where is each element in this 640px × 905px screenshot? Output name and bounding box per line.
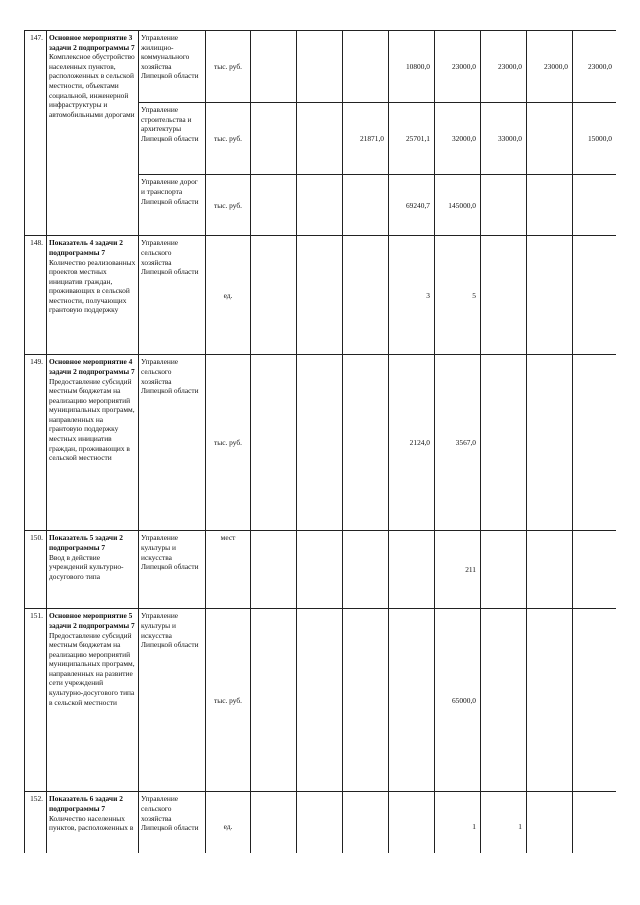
value-cell — [251, 103, 297, 175]
row-title: Показатель 5 задачи 2 подпрограммы 7 — [49, 533, 123, 552]
row-desc: Количество реализованных проектов местных инициатив граждан, проживающих в сельской местности, получающих грантовую поддержку — [49, 257, 136, 315]
value-cell — [573, 236, 617, 355]
row-description-cell — [47, 609, 139, 792]
row-index: 149. — [25, 355, 47, 531]
value-cell: 21871,0 — [343, 103, 389, 175]
value-cell — [527, 531, 573, 609]
value-cell — [389, 609, 435, 792]
value-cell: 65000,0 — [435, 609, 481, 792]
value-cell: 10800,0 — [389, 31, 435, 103]
value-cell — [297, 792, 343, 853]
row-index: 151. — [25, 609, 47, 792]
value-cell: 1 — [435, 792, 481, 853]
row-desc: Предоставление субсидий местным бюджетам на реализацию мероприятий муниципальных программ, направленных на грантовую поддержку местных инициатив граждан, проживающих в сельской местности — [49, 376, 135, 463]
row-desc: Комплексное обустройство населенных пунктов, расположенных в сельской местности, объектами социальной, инженерной инфраструктуры и автомобильными дорогами — [49, 52, 135, 119]
value-cell: 33000,0 — [481, 103, 527, 175]
value-cell — [573, 355, 617, 531]
value-cell — [573, 792, 617, 853]
unit-cell: ед. — [206, 792, 251, 853]
value-cell — [573, 175, 617, 236]
value-cell: 5 — [435, 236, 481, 355]
value-cell: 3 — [389, 236, 435, 355]
value-cell: 15000,0 — [573, 103, 617, 175]
value-cell — [343, 175, 389, 236]
row-description-cell — [47, 236, 139, 355]
value-cell — [527, 236, 573, 355]
value-cell — [297, 31, 343, 103]
row-description-cell — [47, 355, 139, 531]
value-cell: 23000,0 — [481, 31, 527, 103]
table-row — [25, 355, 617, 531]
unit-cell: ед. — [206, 236, 251, 355]
unit-cell: тыс. руб. — [206, 103, 251, 175]
executor-cell: Управление сельского хозяйства Липецкой области — [139, 236, 206, 355]
value-cell — [527, 609, 573, 792]
value-cell — [343, 31, 389, 103]
value-cell: 23000,0 — [435, 31, 481, 103]
value-cell — [251, 609, 297, 792]
row-title: Основное мероприятие 5 задачи 2 подпрограммы 7 — [49, 611, 135, 630]
table-row — [25, 236, 617, 355]
unit-cell: мест — [206, 531, 251, 609]
executor-cell: Управление культуры и искусства Липецкой области — [139, 531, 206, 609]
value-cell: 23000,0 — [573, 31, 617, 103]
executor-cell: Управление строительства и архитектуры Липецкой области — [139, 103, 206, 175]
executor-cell: Управление дорог и транспорта Липецкой области — [139, 175, 206, 236]
value-cell — [343, 236, 389, 355]
value-cell — [573, 531, 617, 609]
value-cell: 1 — [481, 792, 527, 853]
table-row — [25, 609, 617, 792]
row-index: 152. — [25, 792, 47, 853]
row-desc: Ввод в действие учреждений культурно-досугового типа — [49, 552, 124, 581]
value-cell — [527, 792, 573, 853]
row-title: Основное мероприятие 4 задачи 2 подпрограммы 7 — [49, 357, 135, 376]
row-index: 150. — [25, 531, 47, 609]
value-cell — [297, 236, 343, 355]
table-row — [25, 531, 617, 609]
value-cell: 23000,0 — [527, 31, 573, 103]
value-cell — [527, 355, 573, 531]
value-cell: 2124,0 — [389, 355, 435, 531]
row-description-cell — [47, 792, 139, 853]
value-cell — [481, 531, 527, 609]
value-cell — [251, 531, 297, 609]
executor-cell: Управление сельского хозяйства Липецкой области — [139, 355, 206, 531]
value-cell: 69240,7 — [389, 175, 435, 236]
value-cell — [297, 531, 343, 609]
row-desc: Предоставление субсидий местным бюджетам на реализацию мероприятий муниципальных программ, направленных на развитие сети учреждений культурно-досугового типа в сельской местности — [49, 630, 135, 707]
executor-cell: Управление сельского хозяйства Липецкой области — [139, 792, 206, 853]
value-cell — [573, 609, 617, 792]
value-cell — [389, 792, 435, 853]
value-cell — [251, 175, 297, 236]
value-cell — [297, 355, 343, 531]
row-description-cell — [47, 531, 139, 609]
budget-table — [24, 30, 616, 853]
row-title: Показатель 6 задачи 2 подпрограммы 7 — [49, 794, 123, 813]
value-cell — [527, 103, 573, 175]
value-cell: 3567,0 — [435, 355, 481, 531]
value-cell — [481, 175, 527, 236]
value-cell — [251, 792, 297, 853]
executor-cell: Управление жилищно-коммунального хозяйства Липецкой области — [139, 31, 206, 103]
document-page — [24, 30, 616, 853]
value-cell — [389, 531, 435, 609]
value-cell — [527, 175, 573, 236]
value-cell: 25701,1 — [389, 103, 435, 175]
value-cell — [251, 31, 297, 103]
row-description-cell — [47, 31, 139, 236]
value-cell: 32000,0 — [435, 103, 481, 175]
value-cell — [297, 175, 343, 236]
value-cell — [343, 355, 389, 531]
value-cell — [481, 355, 527, 531]
row-desc: Количество населенных пунктов, расположенных в — [49, 813, 134, 833]
value-cell: 145000,0 — [435, 175, 481, 236]
unit-cell: тыс. руб. — [206, 355, 251, 531]
value-cell: 211 — [435, 531, 481, 609]
row-title: Основное мероприятие 3 задачи 2 подпрограммы 7 — [49, 33, 135, 52]
value-cell — [343, 609, 389, 792]
table-body — [25, 31, 617, 854]
executor-cell: Управление культуры и искусства Липецкой области — [139, 609, 206, 792]
row-index: 147. — [25, 31, 47, 236]
value-cell — [297, 103, 343, 175]
table-row — [25, 31, 617, 103]
value-cell — [343, 531, 389, 609]
unit-cell: тыс. руб. — [206, 175, 251, 236]
value-cell — [251, 355, 297, 531]
value-cell — [251, 236, 297, 355]
value-cell — [343, 792, 389, 853]
row-title: Показатель 4 задачи 2 подпрограммы 7 — [49, 238, 123, 257]
table-row — [25, 792, 617, 853]
value-cell — [297, 609, 343, 792]
value-cell — [481, 609, 527, 792]
unit-cell: тыс. руб. — [206, 31, 251, 103]
value-cell — [481, 236, 527, 355]
unit-cell: тыс. руб. — [206, 609, 251, 792]
row-index: 148. — [25, 236, 47, 355]
